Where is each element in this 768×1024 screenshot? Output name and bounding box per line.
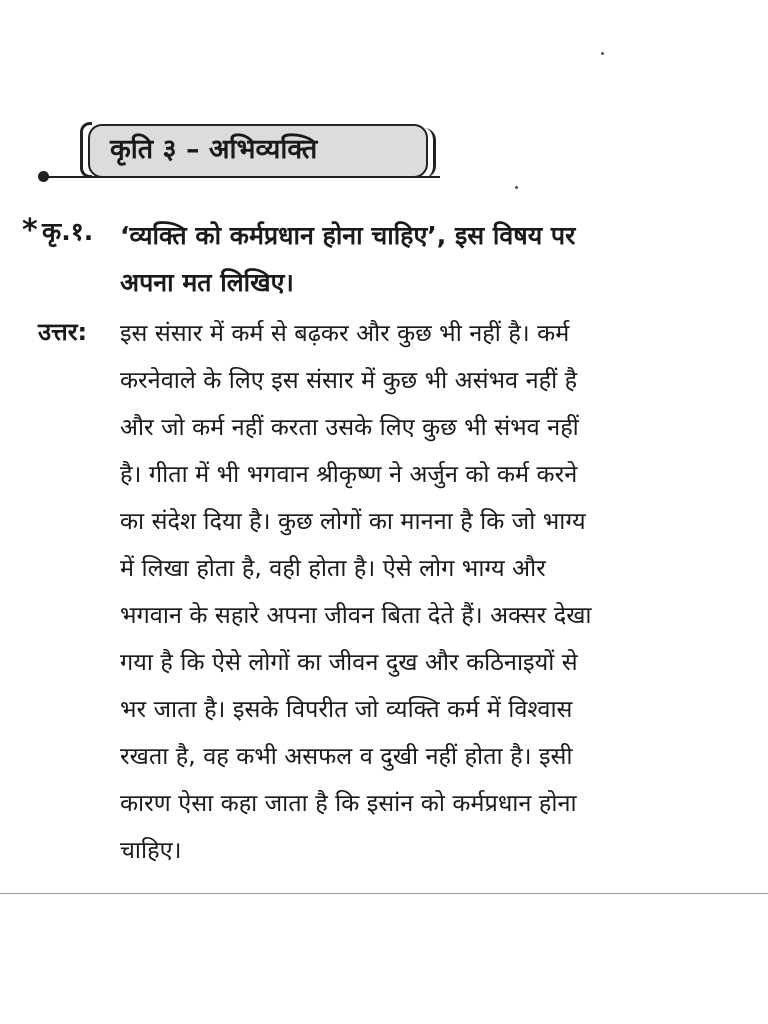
question-number: कृ.१.	[42, 217, 94, 246]
answer-line: कारण ऐसा कहा जाता है कि इसांन को कर्मप्रधान होना	[120, 789, 577, 817]
section-header-bracket-right	[424, 128, 436, 178]
paper-speck	[515, 186, 518, 189]
section-header-bracket-left	[80, 122, 92, 178]
answer-line: का संदेश दिया है। कुछ लोगों का मानना है कि जो भाग्य	[120, 507, 586, 535]
answer-body	[120, 310, 760, 874]
paper-speck	[601, 52, 604, 55]
section-title: कृति ३ – अभिव्यक्ति	[110, 134, 318, 165]
answer-label: उत्तर:	[38, 318, 88, 346]
answer-line: है। गीता में भी भगवान श्रीकृष्ण ने अर्जुन को कर्म करने	[120, 460, 578, 488]
answer-line: में लिखा होता है, वही होता है। ऐसे लोग भाग्य और	[120, 554, 546, 582]
answer-line: और जो कर्म नहीं करता उसके लिए कुछ भी संभव नहीं	[120, 413, 579, 441]
answer-line: रखता है, वह कभी असफल व दुखी नहीं होता है। इसी	[120, 742, 573, 770]
page-bottom-rule	[0, 893, 768, 894]
question-line: अपना मत लिखिए।	[120, 268, 294, 297]
answer-line: गया है कि ऐसे लोगों का जीवन दुख और कठिनाइयों से	[120, 648, 578, 676]
answer-line: भगवान के सहारे अपना जीवन बिता देते हैं। अक्सर देखा	[120, 601, 592, 629]
answer-line: करनेवाले के लिए इस संसार में कुछ भी असंभव नहीं है	[120, 366, 578, 394]
answer-line: भर जाता है। इसके विपरीत जो व्यक्ति कर्म में विश्वास	[120, 695, 573, 723]
question-line: ‘व्यक्ति को कर्मप्रधान होना चाहिए’, इस विषय पर	[120, 221, 576, 250]
answer-line: इस संसार में कर्म से बढ़कर और कुछ भी नहीं है। कर्म	[120, 319, 570, 347]
section-header-dot	[38, 171, 49, 182]
question-marker: *	[22, 213, 38, 248]
answer-line: चाहिए।	[120, 836, 182, 864]
question-text	[120, 212, 750, 306]
